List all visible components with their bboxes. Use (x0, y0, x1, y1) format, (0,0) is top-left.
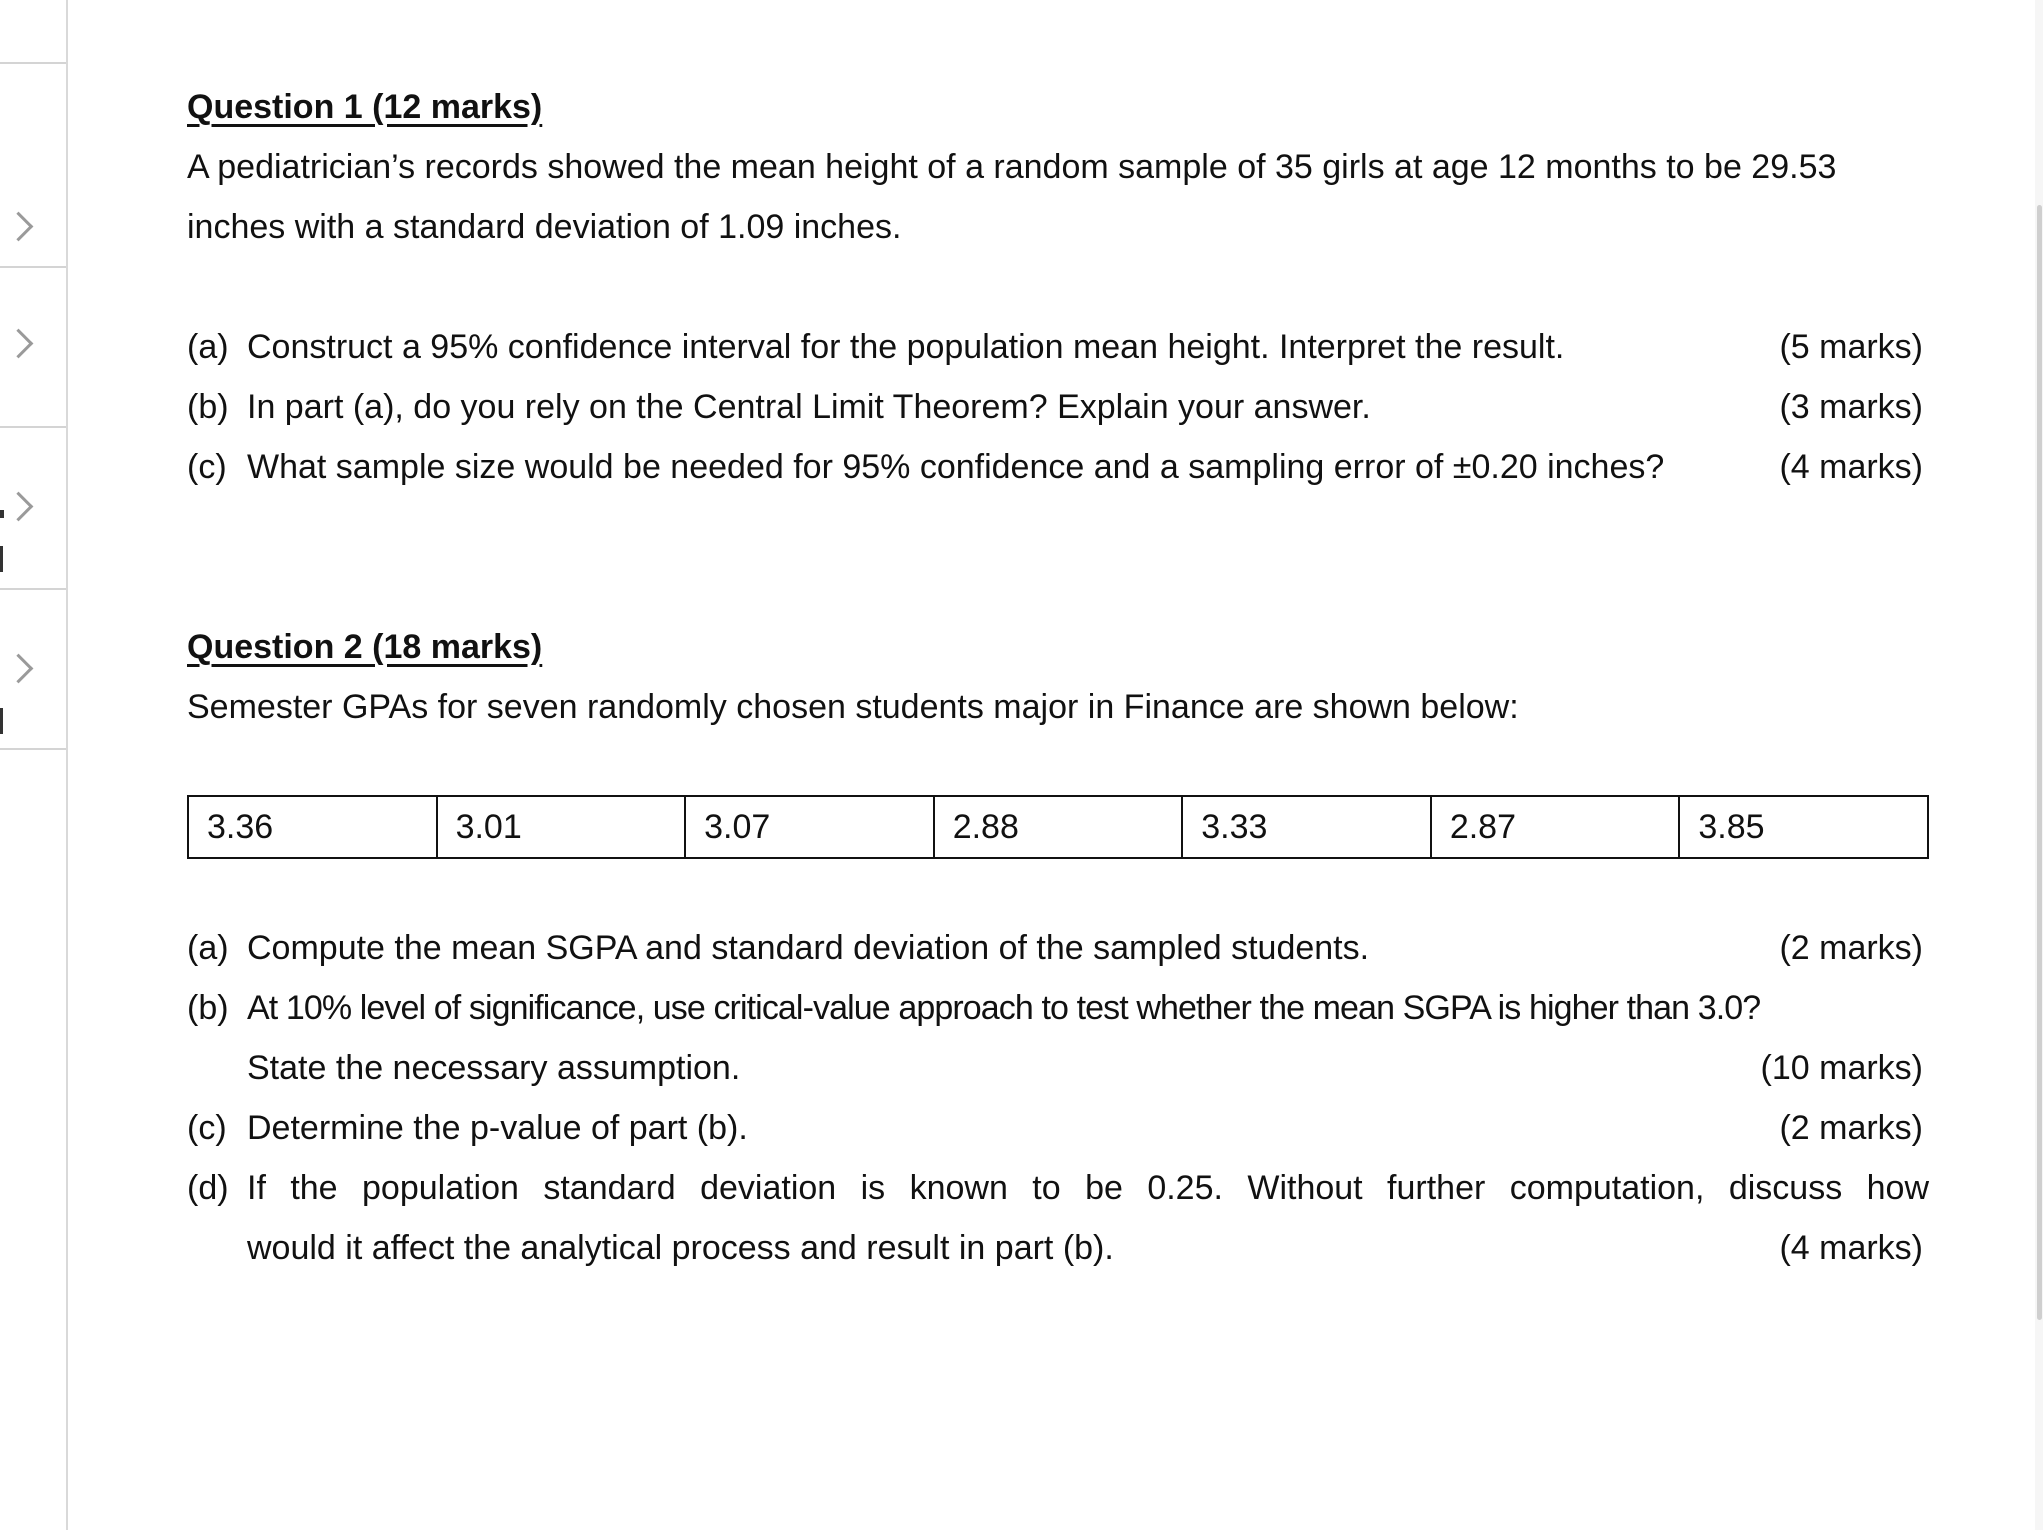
sidebar-row[interactable] (0, 588, 66, 750)
question-2-intro: Semester GPAs for seven randomly chosen students major in Finance are shown below: (187, 688, 1519, 726)
part-marks: (4 marks) (1779, 1229, 1923, 1267)
sidebar-row[interactable] (0, 426, 66, 590)
gpa-cell: 2.88 (934, 796, 1183, 858)
question-2-part-b (187, 978, 1923, 1038)
sidebar-row (0, 0, 66, 64)
gpa-cell: 3.33 (1182, 796, 1431, 858)
gpa-cell: 2.87 (1431, 796, 1680, 858)
part-label: (b) (187, 989, 229, 1027)
table-row (188, 796, 1928, 858)
question-1-intro-line-1: A pediatrician’s records showed the mean height of a random sample of 35 girls at age 12 months to be 29.53 (187, 148, 1837, 186)
chevron-right-icon[interactable] (4, 492, 34, 522)
truncated-label (0, 708, 3, 734)
part-marks: (3 marks) (1779, 388, 1923, 426)
part-marks: (5 marks) (1779, 328, 1923, 366)
gpa-cell: 3.01 (437, 796, 686, 858)
gpa-cell: 3.07 (685, 796, 934, 858)
question-2-heading: Question 2 (18 marks) (187, 628, 543, 666)
outline-sidebar (0, 0, 68, 1530)
gpa-cell: 3.85 (1679, 796, 1928, 858)
part-text: Determine the p-value of part (b). (247, 1109, 748, 1147)
chevron-right-icon[interactable] (4, 329, 34, 359)
question-1-heading: Question 1 (12 marks) (187, 88, 543, 126)
question-2-part-b-continued (187, 1038, 1923, 1098)
part-text: What sample size would be needed for 95% confidence and a sampling error of ±0.20 inches? (247, 448, 1665, 486)
part-text-continued: State the necessary assumption. (247, 1049, 741, 1087)
question-1-intro-line-2: inches with a standard deviation of 1.09 inches. (187, 208, 902, 246)
part-label: (a) (187, 328, 229, 366)
truncated-label (0, 546, 3, 572)
vertical-scrollbar[interactable] (2035, 0, 2043, 1530)
question-2-part-d-continued (187, 1218, 1923, 1278)
part-text: Compute the mean SGPA and standard deviation of the sampled students. (247, 929, 1370, 967)
part-text: If the population standard deviation is known to be 0.25. Without further computation, discuss how (247, 1169, 1929, 1207)
question-1-intro (187, 137, 1929, 257)
part-marks: (10 marks) (1760, 1049, 1923, 1087)
part-text: In part (a), do you rely on the Central Limit Theorem? Explain your answer. (247, 388, 1371, 426)
part-label: (a) (187, 929, 229, 967)
scrollbar-thumb[interactable] (2037, 205, 2042, 1320)
chevron-right-icon[interactable] (4, 212, 34, 242)
sidebar-row[interactable] (0, 266, 66, 428)
truncated-label (0, 510, 4, 518)
part-text-continued: would it affect the analytical process and result in part (b). (247, 1229, 1114, 1267)
question-1-part-a (187, 317, 1923, 377)
part-label: (b) (187, 388, 229, 426)
part-text: Construct a 95% confidence interval for the population mean height. Interpret the result. (247, 328, 1565, 366)
gpa-table (187, 795, 1929, 859)
part-text: At 10% level of significance, use critical-value approach to test whether the mean SGPA is higher than 3.0? (247, 989, 1761, 1027)
part-marks: (2 marks) (1779, 1109, 1923, 1147)
question-1-part-b (187, 377, 1923, 437)
part-marks: (4 marks) (1779, 448, 1923, 486)
part-label: (c) (187, 448, 227, 486)
question-2-part-d (187, 1158, 1929, 1218)
sidebar-row[interactable] (0, 62, 66, 268)
gpa-cell: 3.36 (188, 796, 437, 858)
part-marks: (2 marks) (1779, 929, 1923, 967)
question-2-part-a (187, 918, 1923, 978)
question-2-part-c (187, 1098, 1923, 1158)
question-1-part-c (187, 437, 1923, 497)
part-label: (c) (187, 1109, 227, 1147)
part-label: (d) (187, 1169, 229, 1207)
chevron-right-icon[interactable] (4, 654, 34, 684)
